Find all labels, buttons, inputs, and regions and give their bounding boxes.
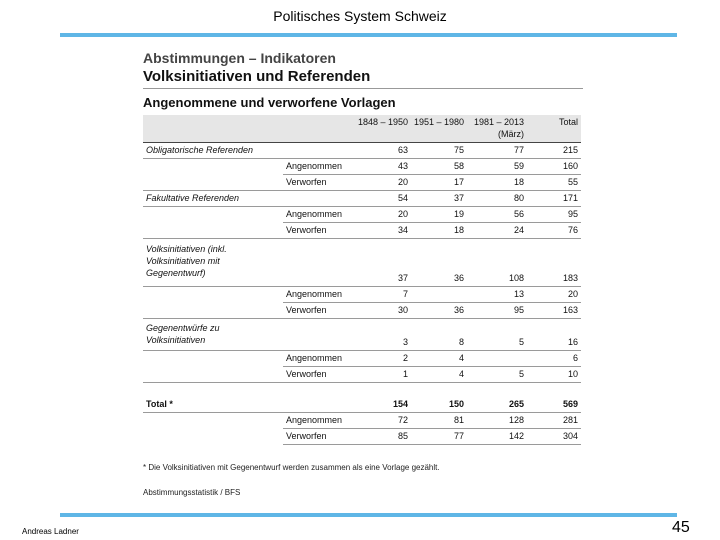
value-cell: 6 (527, 351, 581, 367)
value-cell (467, 351, 527, 367)
value-cell: 58 (411, 159, 467, 175)
spacer-cell (355, 383, 411, 398)
value-cell: 265 (467, 397, 527, 413)
subcategory-label (283, 191, 355, 207)
category-label: Volksinitiativen (inkl. Volksinitiativen mit Gegenentwurf) (143, 239, 283, 287)
spacer-cell (411, 383, 467, 398)
table-row (143, 413, 581, 429)
table-row (143, 191, 581, 207)
value-cell: 150 (411, 397, 467, 413)
value-cell: 95 (467, 303, 527, 319)
value-cell: 171 (527, 191, 581, 207)
spacer-cell (467, 383, 527, 398)
category-label (143, 367, 283, 383)
subcategory-label (283, 319, 355, 351)
subcategory-label: Verworfen (283, 367, 355, 383)
value-cell: 76 (527, 223, 581, 239)
subcategory-label: Verworfen (283, 175, 355, 191)
spacer-cell (143, 383, 283, 398)
value-cell: 154 (355, 397, 411, 413)
table-row (143, 143, 581, 159)
value-cell: 77 (467, 143, 527, 159)
table-row (143, 287, 581, 303)
top-divider (60, 33, 677, 37)
value-cell: 20 (527, 287, 581, 303)
value-cell: 5 (467, 319, 527, 351)
value-cell: 19 (411, 207, 467, 223)
header-period-1981-2013 (467, 115, 527, 143)
header-period-line2: (März) (498, 129, 524, 139)
value-cell: 17 (411, 175, 467, 191)
value-cell: 72 (355, 413, 411, 429)
value-cell: 4 (411, 367, 467, 383)
category-label (143, 303, 283, 319)
value-cell: 56 (467, 207, 527, 223)
panel-heading: Abstimmungen – Indikatoren (143, 50, 336, 66)
table-row (143, 175, 581, 191)
table-footnote: * Die Volksinitiativen mit Gegenentwurf werden zusammen als eine Vorlage gezählt. (143, 463, 440, 472)
value-cell: 10 (527, 367, 581, 383)
table-row (143, 239, 581, 287)
value-cell: 5 (467, 367, 527, 383)
subcategory-label: Angenommen (283, 159, 355, 175)
value-cell: 75 (411, 143, 467, 159)
category-label (143, 223, 283, 239)
value-cell: 20 (355, 207, 411, 223)
spacer-cell (283, 383, 355, 398)
content-panel (143, 50, 583, 497)
value-cell: 43 (355, 159, 411, 175)
value-cell: 142 (467, 429, 527, 445)
subcategory-label: Angenommen (283, 351, 355, 367)
value-cell: 3 (355, 319, 411, 351)
value-cell: 81 (411, 413, 467, 429)
value-cell: 63 (355, 143, 411, 159)
table-row (143, 207, 581, 223)
value-cell: 37 (411, 191, 467, 207)
header-period-1848-1950: 1848 – 1950 (355, 115, 411, 143)
value-cell: 128 (467, 413, 527, 429)
value-cell: 24 (467, 223, 527, 239)
subcategory-label: Angenommen (283, 287, 355, 303)
table-row (143, 303, 581, 319)
subcategory-label (283, 397, 355, 413)
category-label: Obligatorische Referenden (143, 143, 283, 159)
value-cell: 37 (355, 239, 411, 287)
header-period-line1: 1981 – 2013 (473, 117, 524, 127)
value-cell: 4 (411, 351, 467, 367)
value-cell: 2 (355, 351, 411, 367)
page-number: 45 (672, 519, 690, 536)
header-total: Total (527, 115, 581, 143)
value-cell: 569 (527, 397, 581, 413)
category-label: Total * (143, 397, 283, 413)
value-cell: 304 (527, 429, 581, 445)
value-cell: 281 (527, 413, 581, 429)
value-cell: 80 (467, 191, 527, 207)
slide-title: Politisches System Schweiz (273, 8, 447, 24)
value-cell: 30 (355, 303, 411, 319)
category-label (143, 351, 283, 367)
value-cell: 183 (527, 239, 581, 287)
value-cell: 77 (411, 429, 467, 445)
value-cell: 20 (355, 175, 411, 191)
table-row (143, 223, 581, 239)
value-cell: 163 (527, 303, 581, 319)
value-cell: 7 (355, 287, 411, 303)
subcategory-label (283, 143, 355, 159)
header-cell-category (143, 115, 283, 143)
header-period-1951-1980: 1951 – 1980 (411, 115, 467, 143)
value-cell: 108 (467, 239, 527, 287)
value-cell: 54 (355, 191, 411, 207)
value-cell: 18 (467, 175, 527, 191)
table-title: Angenommene und verworfene Vorlagen (143, 95, 396, 110)
table-source: Abstimmungsstatistik / BFS (143, 488, 241, 497)
subcategory-label: Angenommen (283, 413, 355, 429)
value-cell: 215 (527, 143, 581, 159)
bottom-divider (60, 513, 677, 517)
category-label: Gegenentwürfe zu Volksinitiativen (143, 319, 283, 351)
value-cell: 85 (355, 429, 411, 445)
value-cell: 36 (411, 303, 467, 319)
category-label: Fakultative Referenden (143, 191, 283, 207)
category-label (143, 287, 283, 303)
value-cell: 16 (527, 319, 581, 351)
header-cell-subcategory (283, 115, 355, 143)
category-label (143, 207, 283, 223)
value-cell: 1 (355, 367, 411, 383)
category-label (143, 159, 283, 175)
table-row (143, 159, 581, 175)
value-cell: 36 (411, 239, 467, 287)
results-table (143, 115, 581, 445)
value-cell: 59 (467, 159, 527, 175)
value-cell: 55 (527, 175, 581, 191)
value-cell: 13 (467, 287, 527, 303)
value-cell: 34 (355, 223, 411, 239)
value-cell (411, 287, 467, 303)
value-cell: 95 (527, 207, 581, 223)
spacer-cell (527, 383, 581, 398)
subcategory-label (283, 239, 355, 287)
subcategory-label: Verworfen (283, 223, 355, 239)
panel-subheading: Volksinitiativen und Referenden (143, 67, 583, 89)
subcategory-label: Verworfen (283, 429, 355, 445)
category-label (143, 429, 283, 445)
table-row-total (143, 397, 581, 413)
subcategory-label: Verworfen (283, 303, 355, 319)
spacer-row (143, 383, 581, 398)
value-cell: 18 (411, 223, 467, 239)
table-row (143, 429, 581, 445)
table-row (143, 351, 581, 367)
table-row (143, 367, 581, 383)
value-cell: 8 (411, 319, 467, 351)
category-label (143, 413, 283, 429)
table-header-row (143, 115, 581, 143)
table-row (143, 319, 581, 351)
value-cell: 160 (527, 159, 581, 175)
footer-author: Andreas Ladner (22, 527, 79, 536)
category-label (143, 175, 283, 191)
subcategory-label: Angenommen (283, 207, 355, 223)
